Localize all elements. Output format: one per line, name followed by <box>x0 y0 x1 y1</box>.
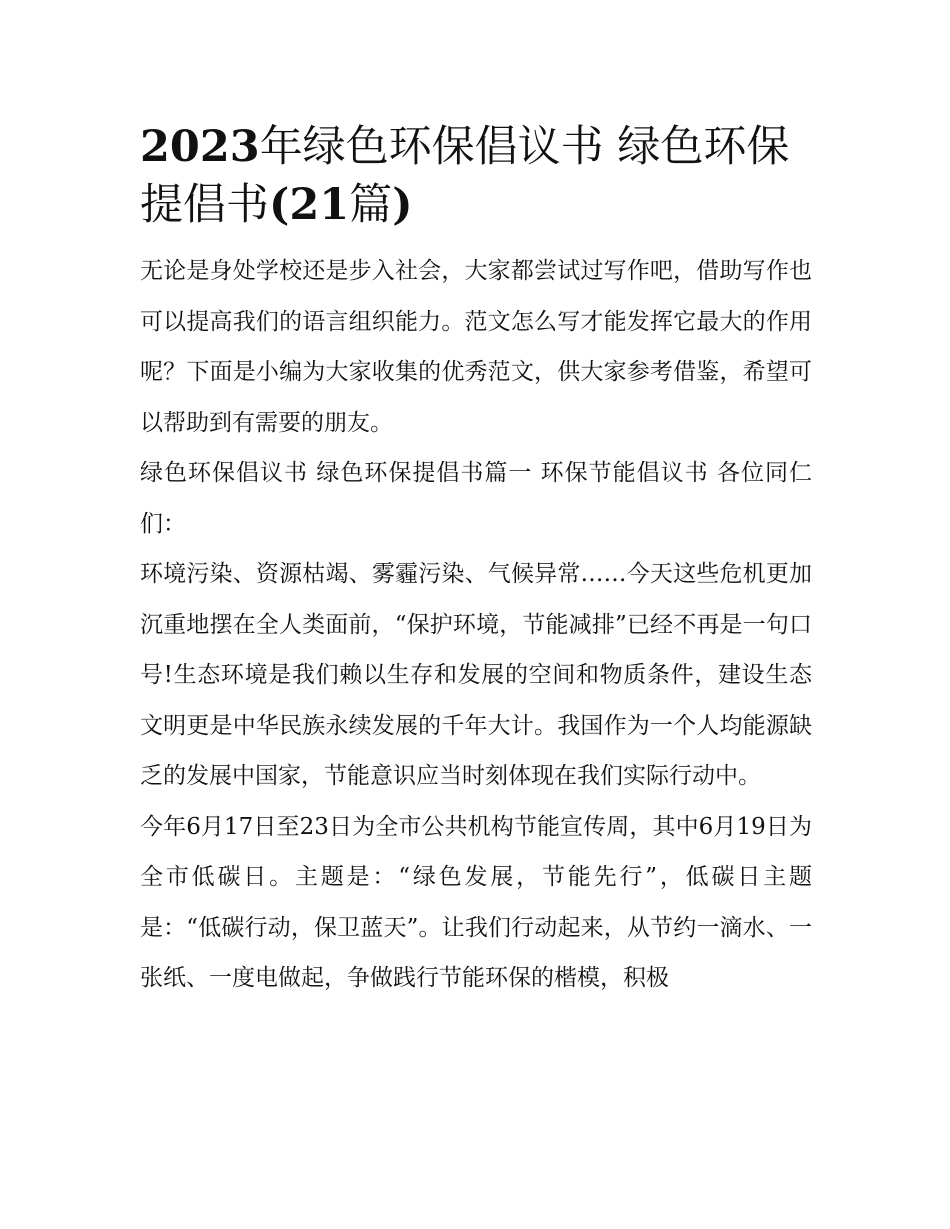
paragraph-body-2: 今年6月17日至23日为全市公共机构节能宣传周，其中6月19日为全市低碳日。主题是：“绿色发展，节能先行”，低碳日主题是：“低碳行动，保卫蓝天”。让我们行动起来，从节约一滴水、一张纸、一度电做起，争做践行节能环保的楷模，积极 <box>140 813 812 991</box>
paragraph-body-1: 环境污染、资源枯竭、雾霾污染、气候异常……今天这些危机更加沉重地摆在全人类面前，“保护环境，节能减排”已经不再是一句口号!生态环境是我们赖以生存和发展的空间和物质条件，建设生态文明更是中华民族永续发展的千年大计。我国作为一个人均能源缺乏的发展中国家，节能意识应当时刻体现在我们实际行动中。 <box>140 561 812 789</box>
paragraph-intro: 无论是身处学校还是步入社会，大家都尝试过写作吧，借助写作也可以提高我们的语言组织能力。范文怎么写才能发挥它最大的作用呢？下面是小编为大家收集的优秀范文，供大家参考借鉴，希望可以帮助到有需要的朋友。 <box>140 258 812 436</box>
document-title: 2023年绿色环保倡议书 绿色环保提倡书(21篇) <box>140 122 790 230</box>
document-body <box>140 118 812 1004</box>
paragraph-heading: 绿色环保倡议书 绿色环保提倡书篇一 环保节能倡议书 各位同仁们： <box>140 460 812 537</box>
